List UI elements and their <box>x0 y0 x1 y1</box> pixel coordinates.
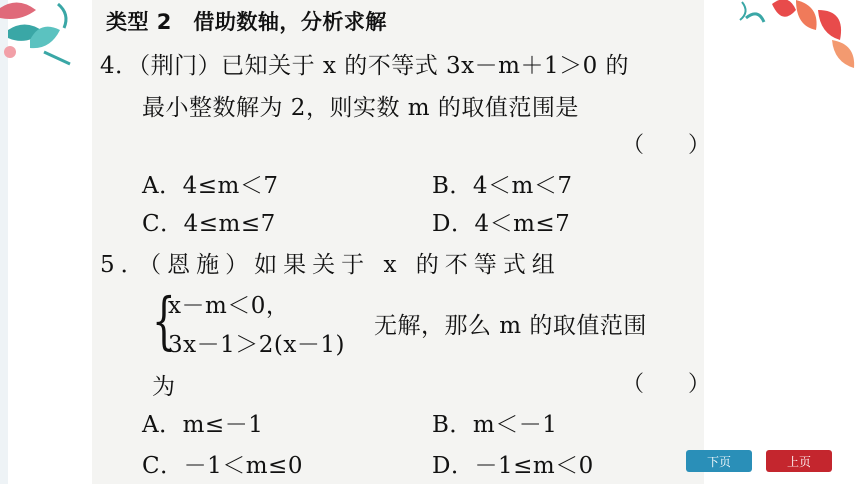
question-4-option-a: A．4≤m＜7 <box>142 173 279 199</box>
next-page-button[interactable] <box>686 450 752 472</box>
question-4-answer-parentheses: （ ） <box>622 133 711 158</box>
question-5-option-b: B．m＜－1 <box>432 412 558 438</box>
question-5-option-d: D．－1≤m＜0 <box>432 453 594 479</box>
inequality-system-row-2: 3x－1＞2(x－1) <box>168 332 345 358</box>
section-heading: 类型 2 借助数轴，分析求解 <box>106 10 387 34</box>
question-5-answer-parentheses: （ ） <box>622 372 711 397</box>
question-4-option-c: C．4≤m≤7 <box>142 211 276 237</box>
question-5-line-1: 5．（恩施）如果关于 x 的不等式组 <box>100 252 561 278</box>
previous-page-button[interactable] <box>766 450 832 472</box>
inequality-system-row-1: x－m＜0， <box>168 293 290 319</box>
slide-left-border <box>0 0 8 484</box>
question-4-option-d: D．4＜m≤7 <box>432 211 571 237</box>
question-4-line-1: 4．（荆门）已知关于 x 的不等式 3x－m＋1＞0 的 <box>100 53 630 79</box>
question-5-option-a: A．m≤－1 <box>142 412 264 438</box>
leaf-decoration-top-left-icon <box>0 0 92 70</box>
previous-page-label: 上页 <box>786 454 811 469</box>
question-5-line-3: 为 <box>152 374 176 400</box>
question-5-line-2: 无解，那么 m 的取值范围 <box>374 313 647 339</box>
inequality-system-brace: { <box>152 284 176 357</box>
question-5-option-c: C．－1＜m≤0 <box>142 453 303 479</box>
question-4-line-2: 最小整数解为 2，则实数 m 的取值范围是 <box>142 95 579 121</box>
question-4-option-b: B．4＜m＜7 <box>432 173 573 199</box>
next-page-label: 下页 <box>706 454 731 469</box>
flower-decoration-top-right-icon <box>736 0 860 72</box>
